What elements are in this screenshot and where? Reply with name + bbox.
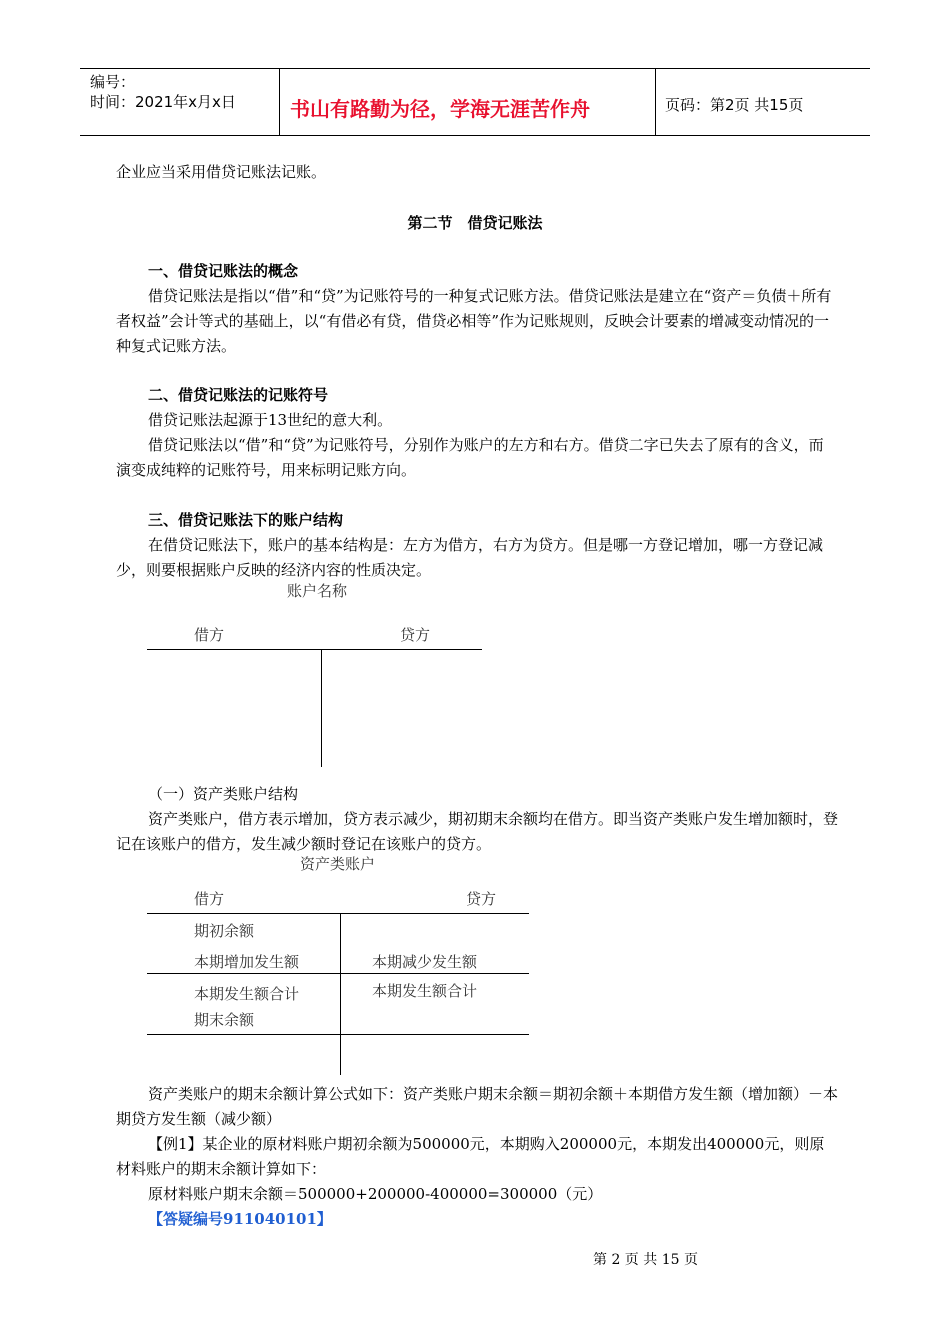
heading-structure: 三、借贷记账法下的账户结构 bbox=[148, 511, 344, 529]
asset-left-increase: 本期增加发生额 bbox=[194, 953, 300, 971]
asset-right-decrease: 本期减少发生额 bbox=[372, 953, 478, 971]
header-divider-right bbox=[655, 68, 656, 136]
asset-mid-line bbox=[147, 973, 529, 974]
page-footer: 第 2 页 共 15 页 bbox=[593, 1252, 698, 1268]
header-bottom-rule bbox=[80, 135, 870, 136]
asset-right-total: 本期发生额合计 bbox=[372, 982, 478, 1000]
t-account-title: 账户名称 bbox=[287, 582, 348, 600]
asset-credit-label: 贷方 bbox=[466, 890, 497, 908]
header-time-label: 时间：2021年x月x日 bbox=[90, 93, 236, 111]
header-number-label: 编号： bbox=[90, 73, 136, 91]
asset-bottom-line bbox=[147, 1034, 529, 1035]
para-asset-structure: 资产类账户，借方表示增加，贷方表示减少，期初期末余额均在借方。即当资产类账户发生增加额时，登记在该账户的借方，发生减少额时登记在该账户的贷方。 bbox=[116, 810, 839, 853]
para-concept: 借贷记账法是指以“借”和“贷”为记账符号的一种复式记账方法。借贷记账法是建立在“资产＝负债＋所有者权益”会计等式的基础上，以“有借必有贷，借贷必相等”作为记账规则，反映会计要素的增减变动情况的一种复式记账方法。 bbox=[116, 287, 832, 355]
t-account-horizontal-line bbox=[147, 649, 482, 650]
asset-left-total: 本期发生额合计 bbox=[194, 985, 300, 1003]
example-calculation: 原材料账户期末余额＝500000+200000-400000=300000（元） bbox=[148, 1185, 603, 1203]
header-divider-left bbox=[279, 68, 280, 136]
para-structure: 在借贷记账法下，账户的基本结构是：左方为借方，右方为贷方。但是哪一方登记增加，哪一方登记减少，则要根据账户反映的经济内容的性质决定。 bbox=[116, 536, 824, 579]
t-account-credit-label: 贷方 bbox=[400, 626, 431, 644]
header-motto: 书山有路勤为径，学海无涯苦作舟 bbox=[290, 97, 590, 121]
t-account-vertical-line bbox=[321, 649, 322, 767]
header-top-rule bbox=[80, 68, 870, 69]
para-symbols-origin: 借贷记账法起源于13世纪的意大利。 bbox=[148, 411, 393, 429]
para-symbols-meaning: 借贷记账法以“借”和“贷”为记账符号，分别作为账户的左方和右方。借贷二字已失去了原有的含义，而演变成纯粹的记账符号，用来标明记账方向。 bbox=[116, 436, 824, 479]
t-account-debit-label: 借方 bbox=[194, 626, 225, 644]
heading-symbols: 二、借贷记账法的记账符号 bbox=[148, 386, 329, 404]
heading-asset-structure: （一）资产类账户结构 bbox=[148, 785, 299, 803]
asset-account-title: 资产类账户 bbox=[300, 855, 376, 873]
intro-line: 企业应当采用借贷记账法记账。 bbox=[116, 163, 327, 181]
asset-left-closing: 期末余额 bbox=[194, 1011, 255, 1029]
para-example: 【例1】某企业的原材料账户期初余额为500000元，本期购入200000元，本期发出400000元，则原材料账户的期末余额计算如下： bbox=[116, 1135, 825, 1178]
asset-left-opening: 期初余额 bbox=[194, 922, 255, 940]
answer-code-link[interactable]: 【答疑编号911040101】 bbox=[148, 1210, 332, 1228]
para-formula: 资产类账户的期末余额计算公式如下：资产类账户期末余额＝期初余额＋本期借方发生额（增加额）－本期贷方发生额（减少额） bbox=[116, 1085, 839, 1128]
asset-vertical-line bbox=[340, 913, 341, 1075]
heading-concept: 一、借贷记账法的概念 bbox=[148, 262, 299, 280]
asset-debit-label: 借方 bbox=[194, 890, 225, 908]
header-page-label: 页码：第2页 共15页 bbox=[665, 96, 804, 114]
asset-top-line bbox=[147, 913, 529, 914]
section-title: 第二节 借贷记账法 bbox=[407, 214, 543, 232]
